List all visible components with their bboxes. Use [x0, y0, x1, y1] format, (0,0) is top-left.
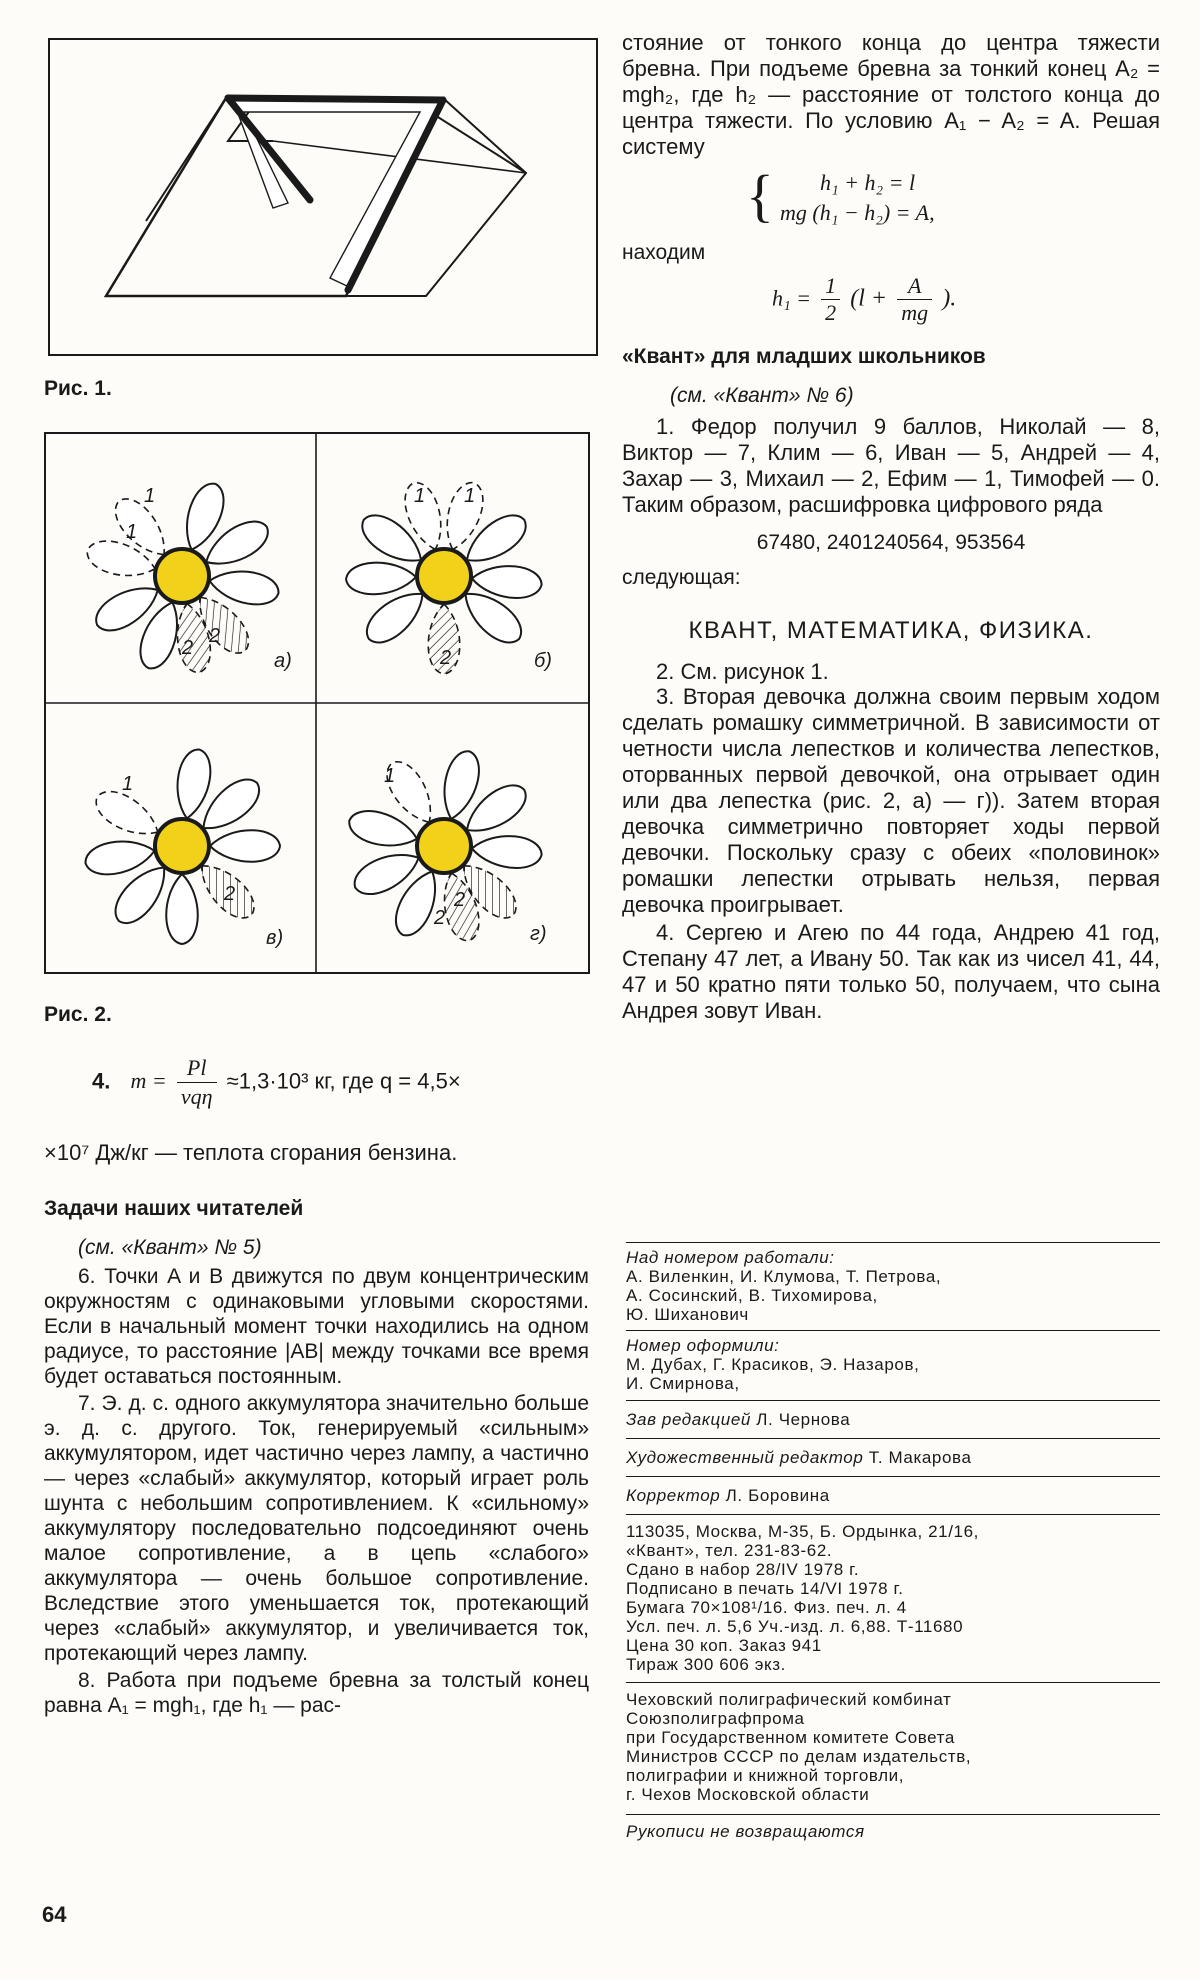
printer-line: Чеховский полиграфический комбинат — [626, 1690, 952, 1709]
system-equation-2: mg (h₁ − h₂) = A, — [780, 200, 935, 225]
paren-left: (l + — [850, 285, 888, 312]
head-label: Зав редакцией — [626, 1410, 751, 1429]
junior-problem-2: 2. См. рисунок 1. — [656, 659, 829, 684]
half-fraction — [821, 273, 840, 326]
junior-problem-3: 3. Вторая девочка должна своим первым ходом сделать ромашку симметричной. В зависимости от четности числа лепестков и количества лепестков, оторванных первой девочкой, она отрывает один или два лепестка (рис. 2, а) — г)). Затем вторая девочка симметрично повторяет ходы первой девочки. Поскольку сразу с обеих «половинок» ромашки лепестки отрывать нельзя, первая девочка проигрывает. — [622, 684, 1160, 917]
system-equation-1: h₁ + h₂ = l — [820, 170, 916, 195]
imprint-line: Бумага 70×108¹/16. Физ. печ. л. 4 — [626, 1598, 907, 1617]
imprint-line: 113035, Москва, М-35, Б. Ордынка, 21/16, — [626, 1522, 979, 1541]
flower-center — [417, 549, 471, 603]
credits-block — [626, 1242, 1160, 1862]
proofreader-label: Корректор — [626, 1486, 721, 1505]
petal-label-2: 2 — [224, 883, 236, 905]
left-edge — [146, 98, 226, 221]
printer-line: при Государственном комитете Совета — [626, 1728, 955, 1747]
half-denominator: 2 — [825, 300, 837, 325]
rule — [626, 1242, 1160, 1243]
design-label: Номер оформили: — [626, 1336, 780, 1355]
imprint-line: Усл. печ. л. 5,6 Уч.-изд. л. 6,88. Т-11680 — [626, 1617, 964, 1636]
petal-label-2: 2 — [440, 647, 452, 669]
formula-4-rhs: ≈1,3·10³ кг, где q = 4,5× — [226, 1068, 461, 1094]
figure-2 — [44, 432, 590, 974]
rule — [626, 1514, 1160, 1515]
system-brace: { — [746, 163, 774, 228]
imprint-line: Подписано в печать 14/VI 1978 г. — [626, 1579, 904, 1598]
formula-4-lhs: m = — [130, 1068, 167, 1094]
following-text: следующая: — [622, 566, 741, 589]
worked-line-3: Ю. Шиханович — [626, 1305, 749, 1324]
junior-heading: «Квант» для младших школьников — [622, 345, 986, 368]
readers-heading: Задачи наших читателей — [44, 1197, 304, 1220]
readers-section — [44, 1196, 589, 1718]
head-name: Л. Чернова — [756, 1410, 851, 1429]
panel-label-b: б) — [534, 650, 552, 672]
worked-label: Над номером работали: — [626, 1248, 835, 1267]
wire-stroke — [228, 98, 443, 290]
problem-8-continuation: стояние от тонкого конца до центра тяжести бревна. При подъеме бревна за тонкий конец A₂ = mgh₂, где h₂ — расстояние от толстого конца до центра тяжести. По условию A₁ − A₂ = A. Решая систему — [622, 30, 1160, 159]
petal-label-1: 1 — [126, 521, 138, 543]
petal-label-1: 1 — [122, 773, 134, 795]
a-numerator: A — [897, 273, 932, 300]
right-column — [622, 30, 1160, 1024]
page-number: 64 — [42, 1902, 67, 1927]
panel-label-g: г) — [530, 923, 547, 945]
worked-line-1: А. Виленкин, И. Клумова, Т. Петрова, — [626, 1267, 942, 1286]
petal-label-2: 2 — [454, 889, 466, 911]
art-editor-label: Художественный редактор — [626, 1448, 864, 1467]
a-over-mg — [897, 273, 932, 326]
fold-edge — [346, 98, 526, 296]
petal-label-2: 2 — [209, 625, 221, 647]
readers-problem-6: 6. Точки A и B движутся по двум концентрическим окружностям с одинаковыми угловыми скоростями. Если в начальный момент точки находились на одном радиусе, то расстояние |AB| между точками все время будет оставаться постоянным. — [44, 1265, 589, 1388]
imprint-line: Тираж 300 606 экз. — [626, 1655, 786, 1674]
rule — [626, 1814, 1160, 1815]
printer-line: г. Чехов Московской области — [626, 1785, 870, 1804]
found-text: находим — [622, 241, 706, 264]
petal-label-1: 1 — [384, 765, 396, 787]
daisy-v — [83, 747, 280, 944]
imprint-line: Цена 30 коп. Заказ 941 — [626, 1636, 822, 1655]
bent-wire — [233, 100, 441, 286]
figure-2-drawing — [44, 432, 590, 974]
half-numerator: 1 — [821, 273, 840, 300]
rule — [626, 1330, 1160, 1331]
figure-1-caption: Рис. 1. — [44, 377, 112, 400]
formula-4-numerator: Pl — [177, 1054, 217, 1083]
cipher-answer: КВАНТ, МАТЕМАТИКА, ФИЗИКА. — [688, 617, 1094, 644]
junior-problem-4: 4. Сергею и Агею по 44 года, Андрею 41 год, Степану 47 лет, а Ивану 50. Так как из чисел 41, 44, 47 и 50 кратно пяти только 50, получаем, что сына Андрея зовут Иван. — [622, 920, 1160, 1023]
petal-label-2: 2 — [434, 907, 446, 929]
proofreader-name: Л. Боровина — [725, 1486, 830, 1505]
readers-problem-7: 7. Э. д. с. одного аккумулятора значительно больше э. д. с. другого. Ток, генерируемый «сильным» аккумулятором, идет частично через лампу, а частично — через «слабый» аккумулятор, который играет роль шунта с небольшим сопротивлением. К «сильному» аккумулятору последовательно подсоединяют очень малое сопротивление, а в цепь «слабого» аккумулятора — очень большое сопротивление. Вследствие этого уменьшается ток, протекающий через «слабый» аккумулятор, и увеличивается ток, протекающий через лампу. — [44, 1392, 589, 1665]
figure-1 — [48, 38, 598, 356]
flower-center — [417, 819, 471, 873]
art-editor-name: Т. Макарова — [868, 1448, 972, 1467]
imprint-line: Сдано в набор 28/IV 1978 г. — [626, 1560, 860, 1579]
formula-4 — [92, 1054, 592, 1111]
readers-reference: (см. «Квант» № 5) — [78, 1236, 262, 1259]
printer-line: Союзполиграфпрома — [626, 1709, 805, 1728]
imprint-line: «Квант», тел. 231-83-62. — [626, 1541, 833, 1560]
mg-denominator: mg — [901, 300, 929, 325]
figure-1-frame — [49, 39, 597, 355]
equation-system — [746, 163, 1160, 228]
formula-4-number: 4. — [92, 1068, 111, 1094]
h1-formula — [772, 273, 1160, 326]
petal-label-2: 2 — [182, 637, 194, 659]
rule — [626, 1438, 1160, 1439]
design-line-2: И. Смирнова, — [626, 1374, 740, 1393]
junior-problem-1: 1. Федор получил 9 баллов, Николай — 8, Виктор — 7, Клим — 6, Иван — 5, Андрей — 4, Захар — 3, Михаил — 2, Ефим — 1, Тимофей — 0. Таким образом, расшифровка цифрового ряда — [622, 414, 1160, 517]
cipher-sequence: 67480, 2401240564, 953564 — [756, 531, 1026, 554]
panel-label-a: а) — [274, 650, 292, 672]
formula-4-fraction — [177, 1054, 217, 1111]
rule — [626, 1400, 1160, 1401]
petal-label-1: 1 — [464, 485, 476, 507]
flower-center — [155, 549, 209, 603]
readers-problem-8: 8. Работа при подъеме бревна за толстый конец равна A₁ = mgh₁, где h₁ — рас- — [44, 1669, 589, 1717]
junior-reference: (см. «Квант» № 6) — [670, 384, 854, 407]
printer-line: Министров СССР по делам издательств, — [626, 1747, 972, 1766]
printer-line: полиграфии и книжной торговли, — [626, 1766, 905, 1785]
formula-4-denominator: vqη — [180, 1084, 213, 1109]
wire-top — [228, 98, 443, 100]
rule — [626, 1476, 1160, 1477]
paren-right: ). — [942, 285, 957, 312]
worked-line-2: А. Сосинский, В. Тихомирова, — [626, 1286, 878, 1305]
manuscripts-note: Рукописи не возвращаются — [626, 1822, 865, 1841]
daisy-b — [346, 478, 543, 674]
formula-4-continuation: ×10⁷ Дж/кг — теплота сгорания бензина. — [44, 1140, 458, 1165]
figure-2-caption: Рис. 2. — [44, 1003, 112, 1026]
panel-label-v: в) — [266, 927, 284, 949]
flower-center — [155, 819, 209, 873]
petal-label-1: 1 — [144, 485, 156, 507]
design-line-1: М. Дубах, Г. Красиков, Э. Назаров, — [626, 1355, 920, 1374]
rule — [626, 1682, 1160, 1683]
figure-1-drawing — [48, 38, 598, 356]
h1-lhs: h₁ = — [772, 285, 811, 311]
petal-label-1: 1 — [414, 485, 426, 507]
